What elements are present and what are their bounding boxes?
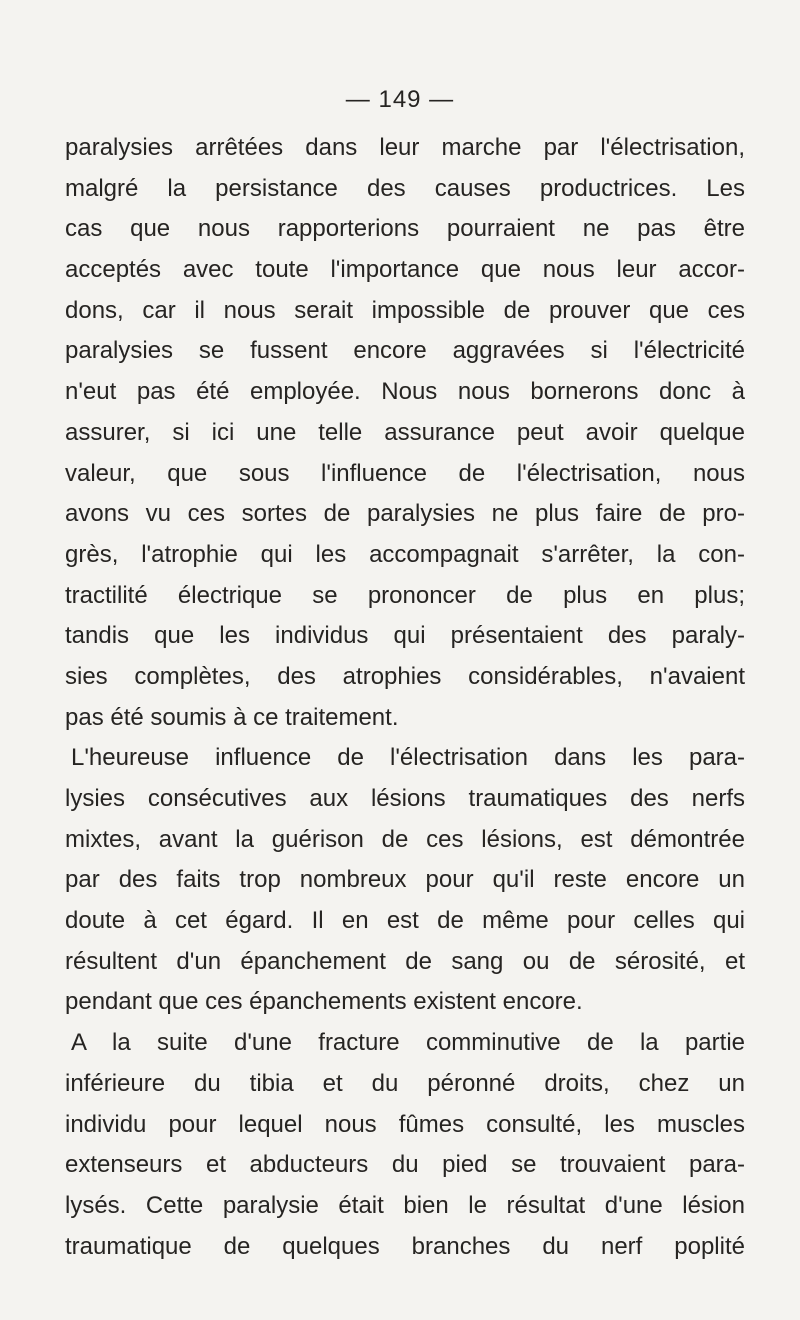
text-line: mixtes, avant la guérison de ces lésions, est démontrée [65,825,745,853]
page-number: — 149 — [345,86,455,113]
text-line: tandis que les individus qui présentaient des paraly- [65,622,745,650]
text-line: pendant que ces épanchements existent encore. [65,988,583,1016]
text-line: malgré la persistance des causes productrices. Les [65,174,745,202]
text-line: cas que nous rapporterions pourraient ne pas être [65,215,745,243]
text-line: dons, car il nous serait impossible de prouver que ces [65,296,745,324]
text-line: paralysies se fussent encore aggravées si l'électricité [65,337,745,365]
text-line: valeur, que sous l'influence de l'électrisation, nous [65,459,745,487]
text-line: tractilité électrique se prononcer de plus en plus; [65,581,745,609]
text-line: avons vu ces sortes de paralysies ne plus faire de pro- [65,500,745,528]
text-line: paralysies arrêtées dans leur marche par l'électrisation, [65,134,745,161]
text-line: A la suite d'une fracture comminutive de la partie [71,1029,745,1057]
text-line: résultent d'un épanchement de sang ou de sérosité, et [65,947,745,975]
text-line: acceptés avec toute l'importance que nous leur accor- [65,256,745,284]
text-line: L'heureuse influence de l'électrisation dans les para- [71,744,745,772]
text-line: lysies consécutives aux lésions traumatiques des nerfs [65,785,745,812]
text-line: doute à cet égard. Il en est de même pour celles qui [65,907,745,935]
text-line: pas été soumis à ce traitement. [65,703,399,731]
text-line: traumatique de quelques branches du nerf poplité [65,1232,745,1260]
text-line: grès, l'atrophie qui les accompagnait s'arrêter, la con- [65,540,745,568]
text-line: inférieure du tibia et du péronné droits, chez un [65,1069,745,1097]
text-line: extenseurs et abducteurs du pied se trouvaient para- [65,1151,745,1179]
text-line: assurer, si ici une telle assurance peut avoir quelque [65,418,745,446]
text-line: individu pour lequel nous fûmes consulté, les muscles [65,1110,745,1138]
text-line: sies complètes, des atrophies considérables, n'avaient [65,662,745,690]
text-line: lysés. Cette paralysie était bien le résultat d'une lésion [65,1191,745,1219]
text-line: par des faits trop nombreux pour qu'il reste encore un [65,866,745,894]
body-text [65,128,745,1267]
text-line: n'eut pas été employée. Nous nous bornerons donc à [65,378,745,406]
